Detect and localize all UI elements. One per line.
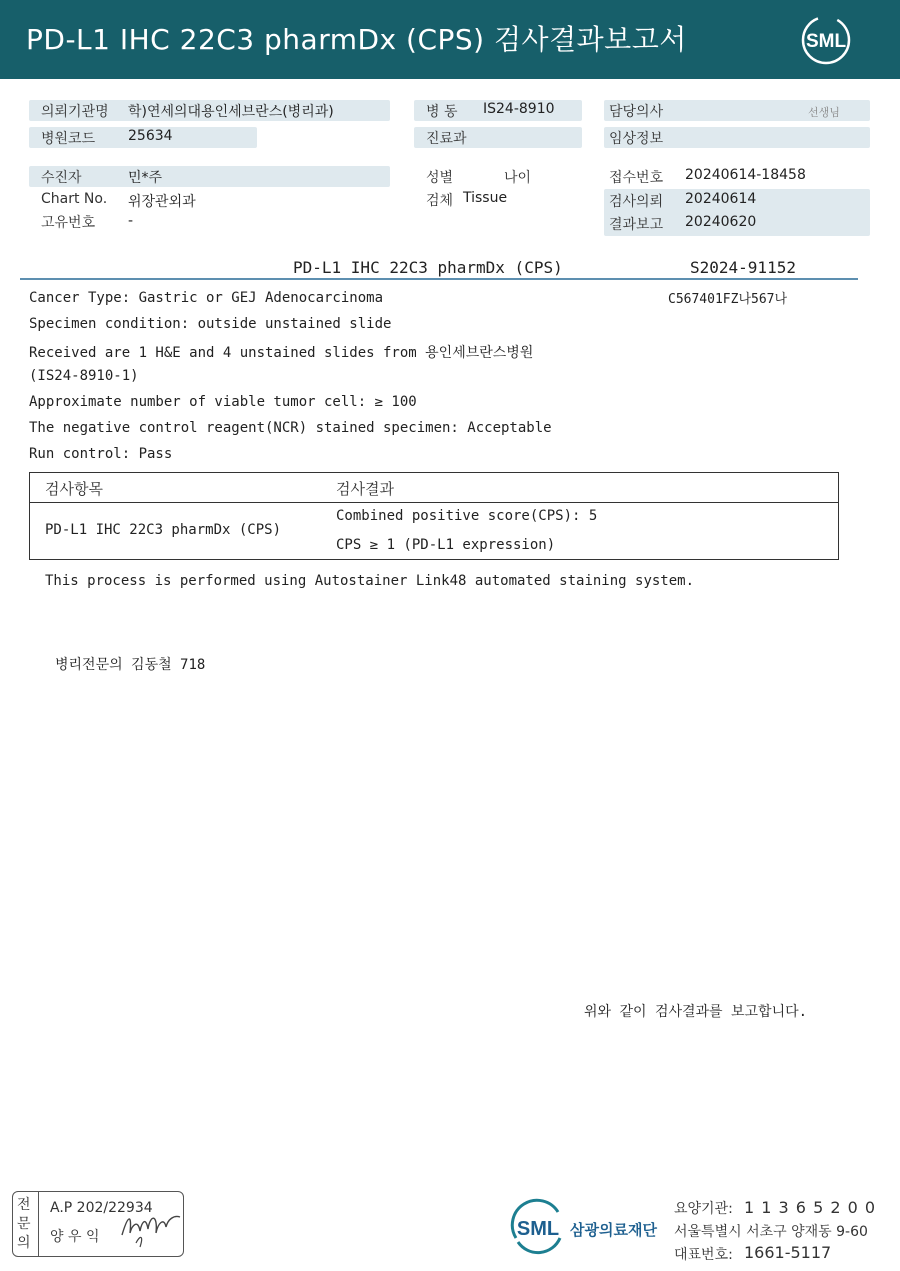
- phone-value: 1661-5117: [744, 1243, 832, 1262]
- col-header-item: 검사항목: [45, 480, 103, 498]
- institution-label: 의뢰기관명: [41, 104, 109, 120]
- chart-label: Chart No.: [41, 191, 108, 207]
- closing-statement: 위와 같이 검사결과를 보고합니다.: [584, 1004, 808, 1020]
- handwritten-signature-icon: [118, 1205, 184, 1255]
- pathologist-signature: 병리전문의 김동철 718: [55, 657, 206, 673]
- stamp-ap-number: A.P 202/22934: [50, 1200, 153, 1216]
- hospital-code-value: 25634: [128, 128, 173, 144]
- process-note: This process is performed using Autostainer Link48 automated staining system.: [45, 573, 695, 589]
- title-rule: [20, 278, 858, 280]
- report-line: Specimen condition: outside unstained slide: [29, 316, 392, 332]
- specimen-value: Tissue: [463, 190, 508, 206]
- report-date-value: 20240620: [685, 214, 757, 230]
- ward-label: 병 동: [426, 104, 458, 120]
- unique-label: 고유번호: [41, 215, 96, 231]
- sex-label: 성별: [426, 170, 454, 186]
- result-line-1: Combined positive score(CPS): 5: [336, 508, 598, 524]
- request-label: 검사의뢰: [609, 194, 664, 210]
- dept-label: 진료과: [426, 131, 467, 147]
- receipt-value: 20240614-18458: [685, 167, 806, 183]
- patient-label: 수진자: [41, 170, 82, 186]
- table-divider: [29, 502, 839, 503]
- age-label: 나이: [504, 170, 532, 186]
- table-item: PD-L1 IHC 22C3 pharmDx (CPS): [45, 522, 282, 538]
- report-line: The negative control reagent(NCR) stained specimen: Acceptable: [29, 420, 552, 436]
- stamp-side-label: 전문의: [17, 1197, 31, 1251]
- sml-foundation-logo-icon: [508, 1198, 568, 1262]
- stamp-name: 양 우 익: [50, 1229, 100, 1245]
- report-number: S2024-91152: [690, 258, 796, 277]
- report-date-label: 결과보고: [609, 217, 664, 233]
- ward-value: IS24-8910: [483, 101, 555, 117]
- foundation-name: 삼광의료재단: [570, 1221, 657, 1239]
- sub-code: C567401FZ나567나: [668, 292, 788, 307]
- report-line: Approximate number of viable tumor cell: ≥ 100: [29, 394, 417, 410]
- address: 서울특별시 서초구 양재동 9-60: [674, 1224, 868, 1240]
- logo-text: SML: [805, 31, 847, 52]
- unique-value: -: [128, 213, 134, 229]
- request-value: 20240614: [685, 191, 757, 207]
- stamp-divider: [38, 1191, 39, 1257]
- chart-value: 위장관외과: [128, 194, 196, 210]
- col-header-result: 검사결과: [336, 480, 394, 498]
- doctor-suffix: 선생님: [808, 106, 840, 119]
- patient-value: 민*주: [128, 170, 163, 186]
- specimen-label: 검체: [426, 193, 454, 209]
- institution-value: 학)연세의대용인세브란스(병리과): [128, 104, 334, 120]
- receipt-label: 접수번호: [609, 170, 664, 186]
- report-line: Cancer Type: Gastric or GEJ Adenocarcinoma: [29, 290, 384, 306]
- registry-label: 요양기관:: [674, 1201, 733, 1217]
- report-line: Received are 1 H&E and 4 unstained slides from 용인세브란스병원: [29, 345, 534, 361]
- sml-logo-icon: [800, 14, 852, 66]
- clinical-label: 임상정보: [609, 131, 664, 147]
- registry-value: 1 1 3 6 5 2 0 0: [744, 1198, 877, 1217]
- result-line-2: CPS ≥ 1 (PD-L1 expression): [336, 537, 556, 553]
- report-line: Run control: Pass: [29, 446, 173, 462]
- patient-bar: [29, 166, 390, 187]
- foundation-logo-text: SML: [516, 1218, 560, 1240]
- report-title: PD-L1 IHC 22C3 pharmDx (CPS) 검사결과보고서: [26, 23, 687, 56]
- report-line: (IS24-8910-1): [29, 368, 139, 384]
- hospital-code-label: 병원코드: [41, 131, 96, 147]
- phone-label: 대표번호:: [674, 1247, 733, 1263]
- doctor-label: 담당의사: [609, 104, 664, 120]
- test-title: PD-L1 IHC 22C3 pharmDx (CPS): [293, 258, 563, 277]
